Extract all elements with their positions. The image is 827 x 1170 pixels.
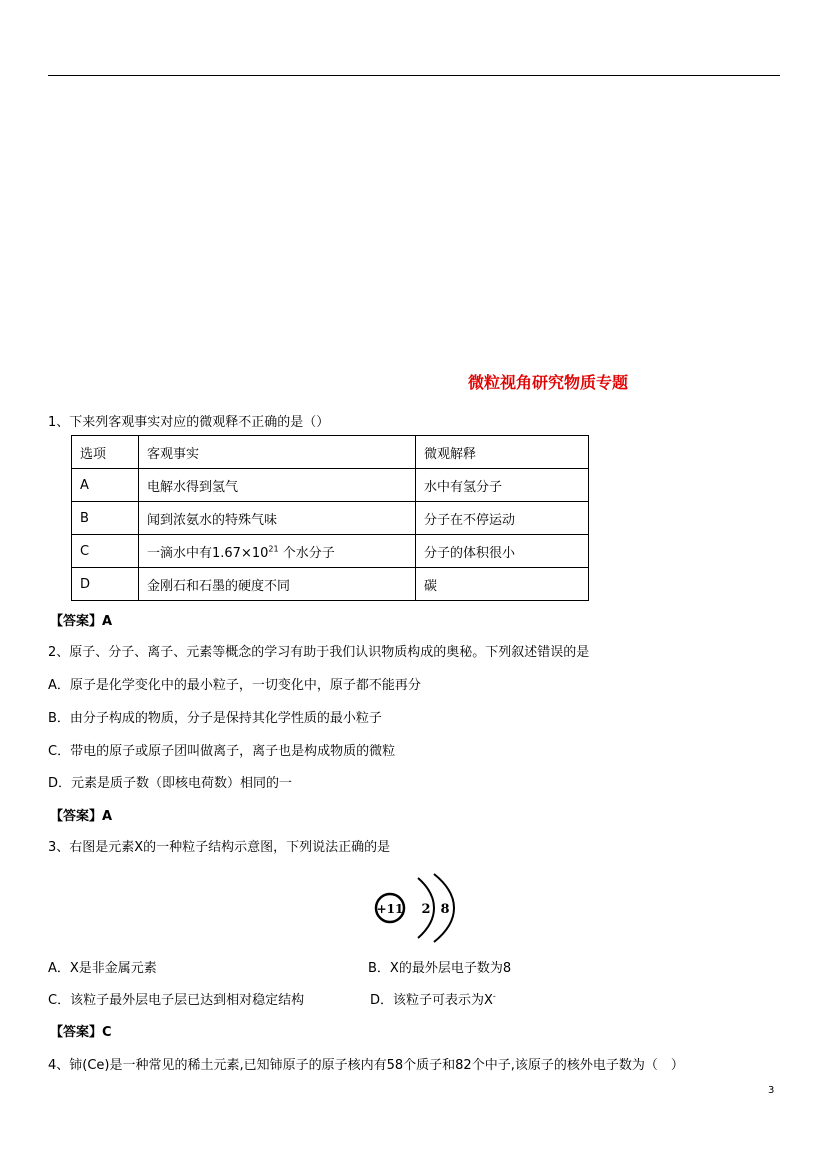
atom-structure-diagram [374,872,458,944]
option-d-text: D．该粒子可表示为X [370,993,493,1008]
row-option: A [72,469,139,502]
q2-answer: 【答案】A [50,809,113,824]
fact-text: 一滴水中有1.67×10 [147,545,269,561]
q2-stem: 2、原子、分子、离子、元素等概念的学习有助于我们认识物质构成的奥秘。下列叙述错误的是 [48,645,590,660]
q3-option-b: B．X的最外层电子数为8 [368,961,512,976]
q3-answer: 【答案】C [50,1025,112,1040]
page-number: 3 [768,1085,775,1096]
row-explain: 分子的体积很小 [416,535,589,568]
row-option: D [72,568,139,601]
row-fact: 金刚石和石墨的硬度不同 [139,568,416,601]
q3-option-c: C．该粒子最外层电子层已达到相对稳定结构 [48,993,305,1008]
q3-option-d [370,989,496,1008]
row-fact: 电解水得到氢气 [139,469,416,502]
q2-option-a: A．原子是化学变化中的最小粒子，一切变化中，原子都不能再分 [48,678,421,693]
header-option: 选项 [72,436,139,469]
shell-1-electrons: 2 [421,902,431,917]
table-row [72,469,589,502]
row-option: C [72,535,139,568]
q2-option-d: D．元素是质子数（即核电荷数）相同的一 [48,776,293,791]
fact-exponent: 21 [268,544,279,554]
table-row [72,502,589,535]
table-header-row [72,436,589,469]
q3-option-a: A．X是非金属元素 [48,961,157,976]
table-row [72,568,589,601]
q4-stem: 4、铈(Ce)是一种常见的稀土元素,已知铈原子的原子核内有58个质子和82个中子,该原子的核外电子数为（ ） [48,1058,684,1073]
header-fact: 客观事实 [139,436,416,469]
q1-answer: 【答案】A [50,614,113,629]
row-explain: 碳 [416,568,589,601]
row-fact [139,535,416,568]
row-fact: 闻到浓氨水的特殊气味 [139,502,416,535]
q1-table [71,435,589,601]
q1-stem: 1、下来列客观事实对应的微观释不正确的是（） [48,415,330,430]
q3-stem: 3、右图是元素X的一种粒子结构示意图，下列说法正确的是 [48,840,391,855]
header-rule [48,75,780,76]
ion-charge: - [492,991,496,1001]
row-option: B [72,502,139,535]
row-explain: 水中有氢分子 [416,469,589,502]
row-explain: 分子在不停运动 [416,502,589,535]
fact-text-tail: 个水分子 [278,545,335,561]
q2-option-b: B．由分子构成的物质，分子是保持其化学性质的最小粒子 [48,711,382,726]
header-explain: 微观解释 [416,436,589,469]
shell-2-electrons: 8 [440,902,450,917]
q2-option-c: C．带电的原子或原子团叫做离子，离子也是构成物质的微粒 [48,744,396,759]
nucleus-charge: +11 [376,902,404,916]
table-row [72,535,589,568]
page-title: 微粒视角研究物质专题 [468,373,629,392]
